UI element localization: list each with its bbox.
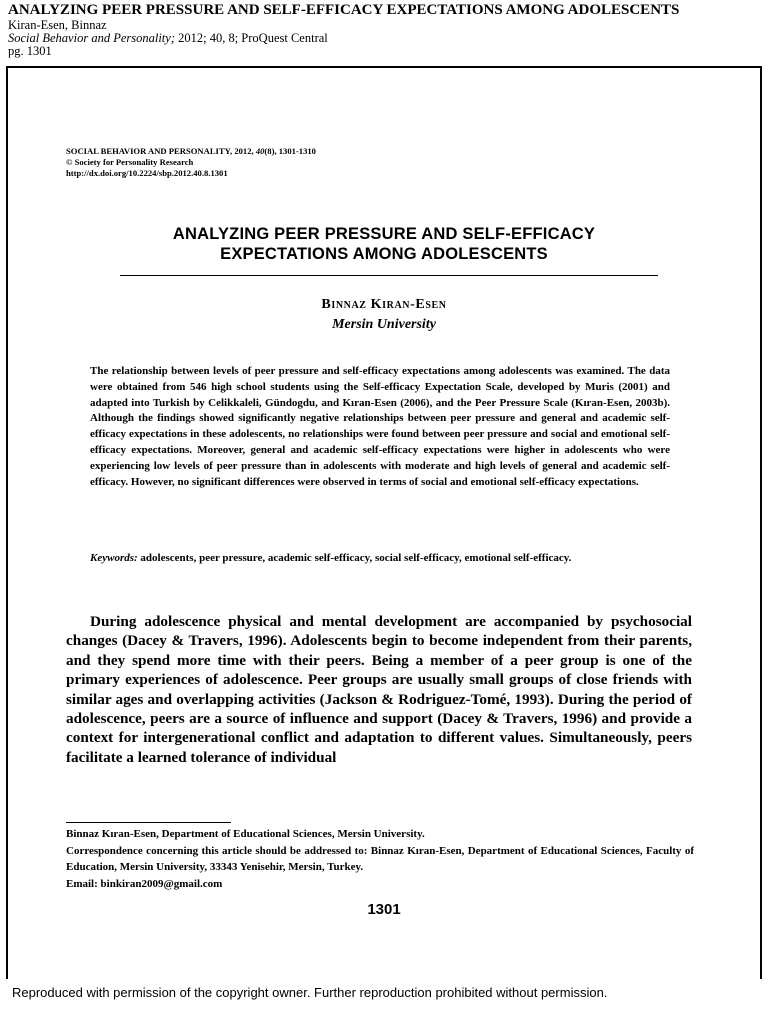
footnote-divider [66, 822, 231, 823]
abstract: The relationship between levels of peer pressure and self-efficacy expectations among adolescents was examined. The data were obtained from 546 high school students using the Self-efficacy Expectation Scale, developed by Muris (2001) and adapted into Turkish by Celikkaleli, Gündogdu, and Kıran-Esen (2006), and the Peer Pressure Scale (Kıran-Esen, 2003b). Although the findings showed significantly negative relationships between peer pressure and general and academic self-efficacy expectations in these adolescents, no relationships were found between peer pressure and social and emotional self-efficacy expectations. Moreover, general and academic self-efficacy expectations were higher in adolescents who were experiencing low levels of peer pressure than in adolescents with moderate and high levels of general and academic self-efficacy. However, no significant differences were observed in terms of social and emotional self-efficacy expectations. [90, 365, 670, 488]
article-title-line-2: EXPECTATIONS AMONG ADOLESCENTS [220, 245, 548, 263]
keywords-list: adolescents, peer pressure, academic self-efficacy, social self-efficacy, emotional self-efficacy. [137, 552, 572, 564]
copyright-notice: Reproduced with permission of the copyright owner. Further reproduction prohibited without permission. [12, 985, 608, 1000]
header-source-details: 2012; 40, 8; ProQuest Central [174, 31, 328, 45]
citation-volume: 40 [255, 146, 265, 156]
keywords [90, 551, 670, 567]
footnote-correspondence: Correspondence concerning this article should be addressed to: Binnaz Kıran-Esen, Department of Educational Sciences, Faculty of Education, Mersin University, 33343 Yenisehir, Mersin, Turkey. [66, 844, 694, 873]
header-title: ANALYZING PEER PRESSURE AND SELF-EFFICACY EXPECTATIONS AMONG ADOLESCENTS [8, 2, 680, 18]
citation-prefix: SOCIAL BEHAVIOR AND PERSONALITY, 2012, [66, 146, 256, 156]
header-source [8, 32, 768, 45]
article-title-line-1: ANALYZING PEER PRESSURE AND SELF-EFFICACY [172, 225, 596, 243]
journal-citation [66, 146, 316, 157]
footnote-affiliation: Binnaz Kıran-Esen, Department of Educational Sciences, Mersin University. [66, 828, 425, 840]
header-authors: Kiran-Esen, Binnaz [8, 18, 107, 32]
article-author: Binnaz Kiran-Esen [321, 297, 447, 312]
journal-doi: http://dx.doi.org/10.2224/sbp.2012.40.8.1301 [66, 168, 228, 178]
footnote [66, 826, 694, 892]
article-affiliation: Mersin University [332, 317, 436, 332]
article-title [90, 224, 678, 264]
keywords-label: Keywords: [90, 552, 138, 564]
title-divider [120, 275, 658, 276]
journal-info [66, 146, 316, 179]
journal-society: © Society for Personality Research [66, 157, 194, 167]
page-number: 1301 [367, 901, 401, 918]
footnote-email: binkiran2009@gmail.com [100, 877, 223, 890]
header-page: pg. 1301 [8, 44, 52, 58]
body-paragraph: During adolescence physical and mental development are accompanied by psychosocial changes (Dacey & Travers, 1996). Adolescents begin to become independent from their parents, and they spend more time with their peers. Being a member of a peer group is one of the primary experiences of adolescence. Peer groups are usually small groups of close friends with similar ages and overlapping activities (Jackson & Rodriguez-Tomé, 1993). During the period of adolescence, peers are a source of influence and support (Dacey & Travers, 1996) and provide a context for intergenerational conflict and adaptation to different values. Simultaneously, peers facilitate a learned tolerance of individual [66, 613, 692, 766]
header-journal: Social Behavior and Personality; [8, 31, 175, 45]
document-header [8, 0, 768, 58]
citation-suffix: (8), 1301-1310 [264, 146, 316, 156]
footnote-email-label: Email: [66, 877, 101, 890]
footnote-email-line [66, 876, 694, 893]
